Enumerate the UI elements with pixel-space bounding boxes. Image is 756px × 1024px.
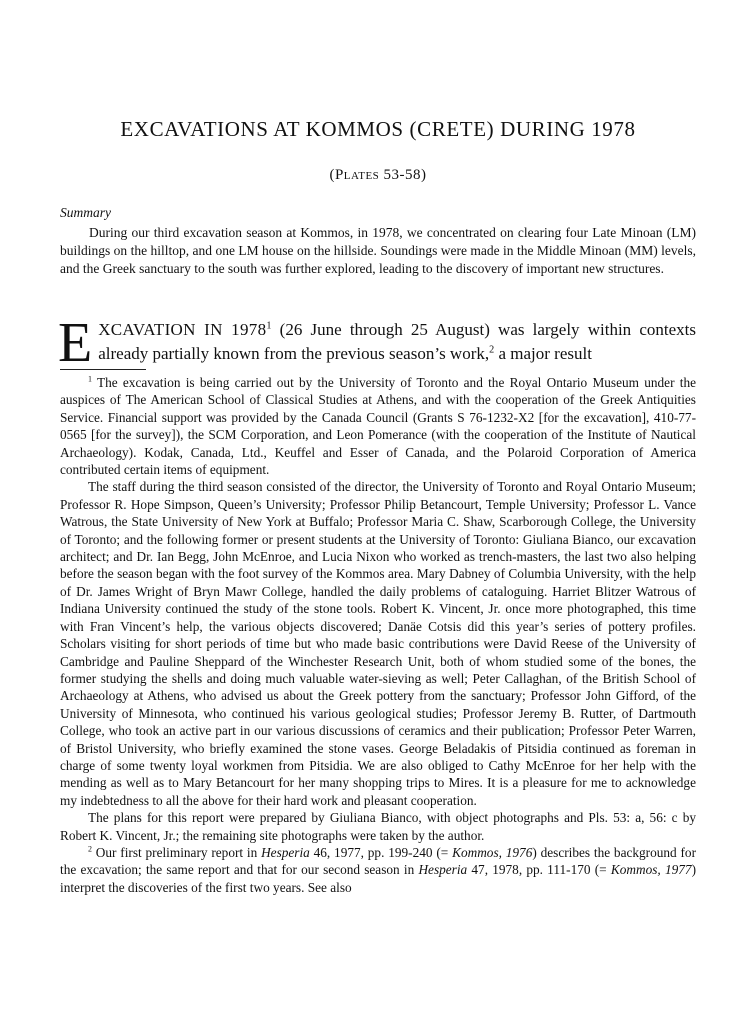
footnote-ref-1[interactable]: 1 — [266, 320, 272, 332]
short-ref-1: Kommos, 1976 — [452, 844, 533, 860]
drop-cap: E — [58, 312, 93, 374]
plates-reference — [60, 167, 696, 184]
intro-lead-caps: XCAVATION IN 1978 — [98, 320, 267, 339]
footnote-1-marker: 1 — [88, 374, 92, 384]
journal-title-2: Hesperia — [418, 862, 468, 878]
footnote-2-text-e: ) interpret the discoveries of the first two years. See also — [60, 862, 696, 895]
footnote-1-staff: The staff during the third season consisted of the director, the University of Toronto and Royal Ontario Museum; Professor R. Hope Simpson, Queen’s University; Professor Philip Betancourt, Temple University; Professor L. Vance Watrous, the State University of New York at Buffalo; Professor Maria C. Shaw, Scarborough College, the University of Toronto; and the following former or present students at the University of Toronto: Giuliana Bianco, our excavation architect; and Dr. Ian Begg, John McEnroe, and Lucia Nixon who worked as trench-masters, the last two also helping before the season began with the foot survey of the Kommos area. Mary Dabney of Columbia University, with the help of Dr. James Wright of Bryn Mawr College, handled the daily problems of cataloguing. Harriet Blitzer Watrous of Indiana University continued the study of the stone tools. Robert K. Vincent, Jr. once more photographed, this time with Fran Vincent’s help, the various objects discovered; Danäe Cotsis did this year’s series of pottery profiles. Scholars visiting for short periods of time but who made basic contributions were David Reese of the University of Cambridge and Pauline Sheppard of the Winchester Research Unit, both of whom studied some of the bones, the former studying the shells and doing much valuable water-sieving as well; Peter Callaghan, of the British School of Archaeology at Athens, who advised us about the Greek pottery from the sanctuary; Professor John Gifford, of the University of Minnesota, who continued his various geological studies; Professor Jeremy B. Rutter, of Dartmouth College, who took an active part in our various discussions of ceramics and their publication; Professor Peter Warren, of Bristol University, who briefly examined the stone vases. George Beladakis of Pitsidia continued as foreman in charge of some twenty loyal workmen from Pitsidia. We are also obliged to Cathy McEnroe for her help with the mending as well as to Mary Betancourt for her many shopping trips to Mires. It is a pleasure for me to acknowledge my indebtedness to all the above for their hard work and pleasant cooperation. — [60, 479, 696, 808]
footnote-1-text: The excavation is being carried out by the University of Toronto and the Royal Ontario Museum under the auspices of The American School of Classical Studies at Athens, and with the cooperation of the Greek Antiquities Service. Financial support was provided by the Canada Council (Grants S 76-1232-X2 [for the excavation], 410-77-0565 [for the survey]), the SCM Corporation, and Leon Pomerance (with the cooperation of the Institute of Nautical Archaeology). Kodak, Canada, Ltd., Keuffel and Esser of Canada, and the Polaroid Corporation of America contributed certain items of equipment. — [60, 375, 696, 478]
footnote-2-text-b: 46, 1977, pp. 199-240 (= — [309, 844, 453, 860]
footnote-2-text-c: ) describes the background for the excavation; the same report and that for our second season in — [60, 844, 697, 878]
short-ref-2: Kommos, 1977 — [610, 862, 692, 878]
footnote-2-text-a: Our first preliminary report in — [91, 844, 262, 860]
intro-paragraph — [58, 312, 696, 374]
plates-text: (Plates 53-58) — [329, 167, 427, 183]
journal-title-1: Hesperia — [261, 844, 310, 860]
intro-text-part1: (26 June through 25 August) was largely within contexts already partially known from the previous season’s work, — [98, 320, 696, 363]
footnote-2-text-d: 47, 1978, pp. 111-170 (= — [467, 862, 611, 878]
footnotes — [60, 374, 696, 896]
summary-heading: Summary — [60, 205, 111, 220]
footnote-2-marker: 2 — [88, 844, 92, 854]
article-title: EXCAVATIONS AT KOMMOS (CRETE) DURING 1978 — [120, 117, 636, 141]
footnote-ref-2[interactable]: 2 — [489, 344, 495, 356]
footnote-2 — [60, 844, 696, 896]
footnote-1-plans: The plans for this report were prepared by Giuliana Bianco, with object photographs and Pls. 53: a, 56: c by Robert K. Vincent, Jr.; the remaining site photographs were taken by the author. — [60, 810, 696, 843]
footnote-divider — [60, 369, 146, 370]
summary-paragraph: During our third excavation season at Kommos, in 1978, we concentrated on clearing four Late Minoan (LM) buildings on the hilltop, and one LM house on the hillside. Soundings were made in the Middle Minoan (MM) levels, and the Greek sanctuary to the south was further explored, leading to the discovery of important new structures. — [60, 225, 696, 276]
intro-text-part2: a major result — [494, 344, 592, 363]
footnote-1 — [60, 374, 696, 478]
